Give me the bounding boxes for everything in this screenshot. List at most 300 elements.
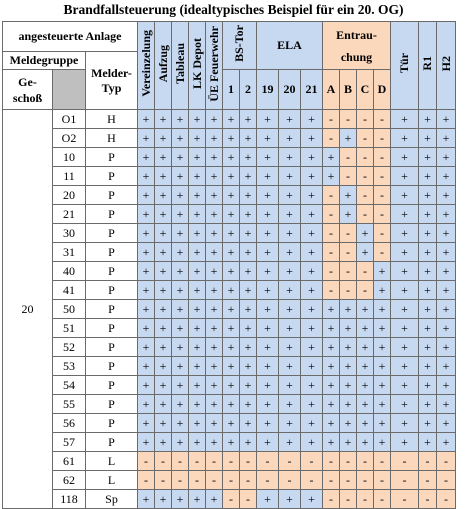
status-cell: + bbox=[155, 395, 172, 414]
table-row bbox=[3, 357, 456, 376]
status-cell: + bbox=[391, 433, 419, 452]
status-cell: + bbox=[206, 110, 223, 129]
status-cell: + bbox=[257, 186, 279, 205]
status-cell: + bbox=[189, 357, 206, 376]
status-cell: - bbox=[374, 490, 391, 509]
status-cell: + bbox=[279, 205, 301, 224]
status-cell: + bbox=[240, 205, 257, 224]
status-cell: - bbox=[374, 167, 391, 186]
status-cell: + bbox=[257, 243, 279, 262]
status-cell: + bbox=[437, 300, 456, 319]
status-cell: + bbox=[301, 167, 323, 186]
status-cell: + bbox=[340, 338, 357, 357]
status-cell: + bbox=[206, 319, 223, 338]
status-cell: + bbox=[437, 433, 456, 452]
status-cell: - bbox=[340, 148, 357, 167]
status-cell: + bbox=[301, 433, 323, 452]
status-cell: + bbox=[340, 129, 357, 148]
status-cell: + bbox=[279, 186, 301, 205]
status-cell: - bbox=[357, 110, 374, 129]
meldertyp-cell: L bbox=[86, 471, 138, 490]
meldertyp-cell: H bbox=[86, 110, 138, 129]
status-cell: + bbox=[437, 167, 456, 186]
status-cell: + bbox=[374, 414, 391, 433]
status-cell: + bbox=[155, 110, 172, 129]
status-cell: + bbox=[301, 414, 323, 433]
status-cell: - bbox=[323, 186, 340, 205]
status-cell: - bbox=[437, 471, 456, 490]
status-cell: + bbox=[138, 167, 155, 186]
status-cell: + bbox=[172, 224, 189, 243]
status-cell: + bbox=[301, 262, 323, 281]
status-cell: + bbox=[257, 490, 279, 509]
status-cell: - bbox=[206, 452, 223, 471]
status-cell: - bbox=[340, 243, 357, 262]
status-cell: + bbox=[223, 433, 240, 452]
status-cell: + bbox=[391, 395, 419, 414]
status-cell: + bbox=[357, 300, 374, 319]
status-cell: + bbox=[172, 319, 189, 338]
status-cell: + bbox=[223, 262, 240, 281]
status-cell: - bbox=[189, 452, 206, 471]
status-cell: + bbox=[419, 262, 437, 281]
status-cell: - bbox=[279, 452, 301, 471]
status-cell: + bbox=[189, 186, 206, 205]
table-row bbox=[3, 300, 456, 319]
status-cell: + bbox=[301, 224, 323, 243]
status-cell: - bbox=[301, 452, 323, 471]
status-cell: + bbox=[340, 414, 357, 433]
status-cell: + bbox=[374, 357, 391, 376]
status-cell: - bbox=[301, 471, 323, 490]
status-cell: + bbox=[206, 300, 223, 319]
meldertyp-cell: P bbox=[86, 205, 138, 224]
status-cell: + bbox=[189, 148, 206, 167]
header-tableau: Tableau bbox=[172, 22, 189, 110]
status-cell: + bbox=[374, 433, 391, 452]
status-cell: + bbox=[189, 338, 206, 357]
status-cell: - bbox=[240, 452, 257, 471]
meldertyp-cell: P bbox=[86, 395, 138, 414]
status-cell: + bbox=[138, 186, 155, 205]
table-row bbox=[3, 110, 456, 129]
status-cell: + bbox=[323, 376, 340, 395]
header-bs-2: 2 bbox=[240, 70, 257, 110]
status-cell: + bbox=[323, 148, 340, 167]
status-cell: + bbox=[172, 395, 189, 414]
status-cell: + bbox=[419, 414, 437, 433]
status-cell: + bbox=[301, 281, 323, 300]
status-cell: + bbox=[340, 205, 357, 224]
status-cell: + bbox=[340, 395, 357, 414]
status-cell: + bbox=[419, 376, 437, 395]
status-cell: + bbox=[257, 433, 279, 452]
status-cell: + bbox=[279, 433, 301, 452]
status-cell: + bbox=[357, 414, 374, 433]
status-cell: + bbox=[189, 433, 206, 452]
status-cell: - bbox=[374, 110, 391, 129]
status-cell: + bbox=[437, 414, 456, 433]
status-cell: + bbox=[323, 319, 340, 338]
status-cell: + bbox=[223, 167, 240, 186]
status-cell: + bbox=[206, 243, 223, 262]
status-cell: + bbox=[172, 262, 189, 281]
status-cell: + bbox=[257, 205, 279, 224]
table-row bbox=[3, 281, 456, 300]
status-cell: + bbox=[206, 262, 223, 281]
status-cell: - bbox=[357, 186, 374, 205]
status-cell: - bbox=[172, 452, 189, 471]
status-cell: + bbox=[374, 281, 391, 300]
status-cell: + bbox=[391, 300, 419, 319]
status-cell: - bbox=[357, 490, 374, 509]
status-cell: + bbox=[257, 357, 279, 376]
status-cell: - bbox=[189, 471, 206, 490]
status-cell: + bbox=[172, 338, 189, 357]
status-cell: + bbox=[419, 338, 437, 357]
status-cell: - bbox=[172, 471, 189, 490]
status-cell: + bbox=[391, 129, 419, 148]
status-cell: + bbox=[257, 129, 279, 148]
status-cell: + bbox=[172, 167, 189, 186]
status-cell: + bbox=[419, 357, 437, 376]
status-cell: + bbox=[223, 129, 240, 148]
status-cell: - bbox=[437, 452, 456, 471]
status-cell: + bbox=[206, 490, 223, 509]
status-cell: + bbox=[155, 319, 172, 338]
table-row bbox=[3, 471, 456, 490]
status-cell: - bbox=[155, 452, 172, 471]
status-cell: + bbox=[138, 376, 155, 395]
table-row bbox=[3, 186, 456, 205]
status-cell: + bbox=[419, 110, 437, 129]
status-cell: + bbox=[279, 319, 301, 338]
status-cell: + bbox=[279, 414, 301, 433]
status-cell: - bbox=[223, 452, 240, 471]
status-cell: - bbox=[257, 471, 279, 490]
status-cell: - bbox=[323, 471, 340, 490]
header-h2: H2 bbox=[437, 22, 456, 110]
status-cell: + bbox=[138, 433, 155, 452]
table-row bbox=[3, 376, 456, 395]
status-cell: + bbox=[138, 357, 155, 376]
status-cell: - bbox=[357, 281, 374, 300]
meldegruppe-cell: 50 bbox=[53, 300, 86, 319]
status-cell: + bbox=[155, 281, 172, 300]
status-cell: - bbox=[340, 490, 357, 509]
status-cell: - bbox=[374, 186, 391, 205]
status-cell: + bbox=[172, 300, 189, 319]
meldertyp-cell: P bbox=[86, 319, 138, 338]
status-cell: - bbox=[223, 471, 240, 490]
table-row bbox=[3, 452, 456, 471]
meldertyp-cell: P bbox=[86, 186, 138, 205]
header-blank bbox=[53, 70, 86, 110]
meldertyp-cell: P bbox=[86, 148, 138, 167]
status-cell: + bbox=[223, 338, 240, 357]
status-cell: + bbox=[223, 395, 240, 414]
meldegruppe-cell: 56 bbox=[53, 414, 86, 433]
status-cell: + bbox=[279, 395, 301, 414]
table-row bbox=[3, 129, 456, 148]
header-anlage: angesteuerte Anlage bbox=[3, 22, 138, 52]
status-cell: - bbox=[223, 490, 240, 509]
status-cell: + bbox=[419, 148, 437, 167]
status-cell: + bbox=[391, 338, 419, 357]
status-cell: + bbox=[138, 243, 155, 262]
status-cell: + bbox=[206, 205, 223, 224]
meldegruppe-cell: 62 bbox=[53, 471, 86, 490]
status-cell: + bbox=[138, 490, 155, 509]
status-cell: + bbox=[357, 433, 374, 452]
status-cell: + bbox=[257, 395, 279, 414]
status-cell: + bbox=[155, 205, 172, 224]
status-cell: + bbox=[279, 262, 301, 281]
status-cell: + bbox=[391, 110, 419, 129]
status-cell: + bbox=[240, 224, 257, 243]
status-cell: + bbox=[138, 338, 155, 357]
status-cell: - bbox=[155, 471, 172, 490]
status-cell: - bbox=[279, 471, 301, 490]
header-vereinzelung: Vereinzelung bbox=[138, 22, 155, 110]
status-cell: + bbox=[301, 490, 323, 509]
status-cell: + bbox=[357, 376, 374, 395]
status-cell: + bbox=[419, 129, 437, 148]
status-cell: + bbox=[189, 300, 206, 319]
status-cell: + bbox=[419, 281, 437, 300]
status-cell: - bbox=[257, 452, 279, 471]
status-cell: + bbox=[206, 281, 223, 300]
control-matrix bbox=[2, 21, 456, 509]
status-cell: + bbox=[357, 243, 374, 262]
status-cell: - bbox=[374, 129, 391, 148]
status-cell: + bbox=[240, 433, 257, 452]
meldertyp-cell: P bbox=[86, 224, 138, 243]
status-cell: - bbox=[437, 490, 456, 509]
status-cell: - bbox=[374, 471, 391, 490]
status-cell: - bbox=[357, 167, 374, 186]
status-cell: + bbox=[206, 338, 223, 357]
status-cell: + bbox=[437, 224, 456, 243]
status-cell: + bbox=[437, 319, 456, 338]
status-cell: + bbox=[172, 110, 189, 129]
status-cell: + bbox=[155, 224, 172, 243]
status-cell: + bbox=[301, 338, 323, 357]
meldertyp-cell: L bbox=[86, 452, 138, 471]
status-cell: + bbox=[323, 338, 340, 357]
status-cell: + bbox=[223, 148, 240, 167]
status-cell: + bbox=[138, 148, 155, 167]
status-cell: + bbox=[240, 319, 257, 338]
status-cell: + bbox=[223, 186, 240, 205]
status-cell: + bbox=[323, 300, 340, 319]
status-cell: + bbox=[223, 110, 240, 129]
status-cell: + bbox=[172, 281, 189, 300]
status-cell: + bbox=[419, 205, 437, 224]
status-cell: + bbox=[257, 110, 279, 129]
status-cell: - bbox=[391, 471, 419, 490]
status-cell: + bbox=[279, 243, 301, 262]
status-cell: + bbox=[437, 281, 456, 300]
meldertyp-cell: H bbox=[86, 129, 138, 148]
title-main: Brandfallsteuerung bbox=[63, 2, 177, 17]
header-bs-1: 1 bbox=[223, 70, 240, 110]
status-cell: - bbox=[340, 452, 357, 471]
table-row bbox=[3, 148, 456, 167]
header-geschoss: Ge- schoß bbox=[3, 70, 53, 110]
meldegruppe-cell: 40 bbox=[53, 262, 86, 281]
status-cell: - bbox=[374, 243, 391, 262]
status-cell: + bbox=[357, 357, 374, 376]
status-cell: + bbox=[437, 357, 456, 376]
status-cell: + bbox=[172, 433, 189, 452]
status-cell: + bbox=[437, 148, 456, 167]
header-entrauchung-d: D bbox=[374, 70, 391, 110]
status-cell: + bbox=[172, 243, 189, 262]
status-cell: + bbox=[240, 281, 257, 300]
status-cell: + bbox=[189, 224, 206, 243]
status-cell: + bbox=[223, 281, 240, 300]
status-cell: + bbox=[172, 148, 189, 167]
status-cell: + bbox=[206, 167, 223, 186]
table-row bbox=[3, 414, 456, 433]
meldegruppe-cell: 31 bbox=[53, 243, 86, 262]
status-cell: + bbox=[301, 129, 323, 148]
status-cell: + bbox=[138, 395, 155, 414]
status-cell: - bbox=[357, 129, 374, 148]
status-cell: + bbox=[437, 376, 456, 395]
header-feuerwehr: ÜE Feuerwehr bbox=[206, 22, 223, 110]
status-cell: - bbox=[138, 471, 155, 490]
status-cell: + bbox=[206, 148, 223, 167]
status-cell: + bbox=[419, 243, 437, 262]
status-cell: + bbox=[206, 224, 223, 243]
meldegruppe-cell: 54 bbox=[53, 376, 86, 395]
status-cell: - bbox=[323, 452, 340, 471]
meldertyp-cell: Sp bbox=[86, 490, 138, 509]
status-cell: + bbox=[301, 186, 323, 205]
status-cell: + bbox=[155, 129, 172, 148]
status-cell: - bbox=[340, 110, 357, 129]
status-cell: + bbox=[437, 262, 456, 281]
status-cell: - bbox=[323, 224, 340, 243]
status-cell: + bbox=[279, 300, 301, 319]
status-cell: + bbox=[437, 110, 456, 129]
status-cell: + bbox=[206, 186, 223, 205]
status-cell: + bbox=[240, 414, 257, 433]
status-cell: + bbox=[419, 186, 437, 205]
status-cell: + bbox=[240, 167, 257, 186]
status-cell: - bbox=[391, 452, 419, 471]
status-cell: + bbox=[206, 129, 223, 148]
status-cell: + bbox=[206, 395, 223, 414]
status-cell: + bbox=[437, 338, 456, 357]
status-cell: + bbox=[257, 224, 279, 243]
status-cell: + bbox=[391, 186, 419, 205]
status-cell: + bbox=[223, 357, 240, 376]
status-cell: + bbox=[240, 243, 257, 262]
status-cell: - bbox=[374, 224, 391, 243]
status-cell: + bbox=[419, 319, 437, 338]
status-cell: - bbox=[374, 205, 391, 224]
status-cell: + bbox=[223, 319, 240, 338]
status-cell: + bbox=[138, 262, 155, 281]
floor-cell: 20 bbox=[3, 110, 53, 509]
status-cell: + bbox=[172, 205, 189, 224]
status-cell: + bbox=[257, 281, 279, 300]
status-cell: + bbox=[419, 395, 437, 414]
status-cell: + bbox=[391, 148, 419, 167]
status-cell: + bbox=[301, 205, 323, 224]
meldegruppe-cell: 53 bbox=[53, 357, 86, 376]
table-row bbox=[3, 395, 456, 414]
status-cell: + bbox=[206, 433, 223, 452]
meldegruppe-cell: 51 bbox=[53, 319, 86, 338]
meldegruppe-cell: O2 bbox=[53, 129, 86, 148]
header-tuer: Tür bbox=[391, 22, 419, 110]
status-cell: + bbox=[240, 338, 257, 357]
meldertyp-cell: P bbox=[86, 433, 138, 452]
status-cell: - bbox=[323, 281, 340, 300]
status-cell: + bbox=[340, 357, 357, 376]
meldegruppe-cell: 55 bbox=[53, 395, 86, 414]
table-row bbox=[3, 205, 456, 224]
header-entrauchung: Entrau- chung bbox=[323, 22, 391, 70]
status-cell: + bbox=[279, 167, 301, 186]
status-cell: + bbox=[301, 376, 323, 395]
meldegruppe-cell: 21 bbox=[53, 205, 86, 224]
header-entrauchung-b: B bbox=[340, 70, 357, 110]
status-cell: + bbox=[155, 414, 172, 433]
status-cell: - bbox=[323, 262, 340, 281]
status-cell: - bbox=[240, 471, 257, 490]
status-cell: + bbox=[206, 414, 223, 433]
status-cell: + bbox=[240, 262, 257, 281]
status-cell: + bbox=[279, 490, 301, 509]
status-cell: + bbox=[357, 395, 374, 414]
status-cell: - bbox=[138, 452, 155, 471]
status-cell: + bbox=[391, 414, 419, 433]
status-cell: - bbox=[419, 452, 437, 471]
status-cell: + bbox=[189, 490, 206, 509]
status-cell: + bbox=[391, 167, 419, 186]
status-cell: + bbox=[301, 395, 323, 414]
meldegruppe-cell: 118 bbox=[53, 490, 86, 509]
status-cell: + bbox=[419, 167, 437, 186]
status-cell: + bbox=[240, 376, 257, 395]
header-meldegruppe: Meldegruppe bbox=[3, 52, 86, 70]
status-cell: + bbox=[155, 433, 172, 452]
header-ela-21: 21 bbox=[301, 70, 323, 110]
status-cell: + bbox=[240, 148, 257, 167]
header-meldertyp: Melder- Typ bbox=[86, 52, 138, 110]
status-cell: + bbox=[374, 300, 391, 319]
header-ela-20: 20 bbox=[279, 70, 301, 110]
meldegruppe-cell: 11 bbox=[53, 167, 86, 186]
status-cell: - bbox=[206, 471, 223, 490]
header-r1: R1 bbox=[419, 22, 437, 110]
status-cell: - bbox=[340, 224, 357, 243]
status-cell: + bbox=[323, 414, 340, 433]
table-title bbox=[0, 0, 467, 20]
status-cell: + bbox=[437, 186, 456, 205]
status-cell: - bbox=[323, 205, 340, 224]
status-cell: + bbox=[172, 490, 189, 509]
status-cell: + bbox=[323, 395, 340, 414]
status-cell: + bbox=[340, 376, 357, 395]
status-cell: + bbox=[357, 338, 374, 357]
status-cell: + bbox=[138, 414, 155, 433]
